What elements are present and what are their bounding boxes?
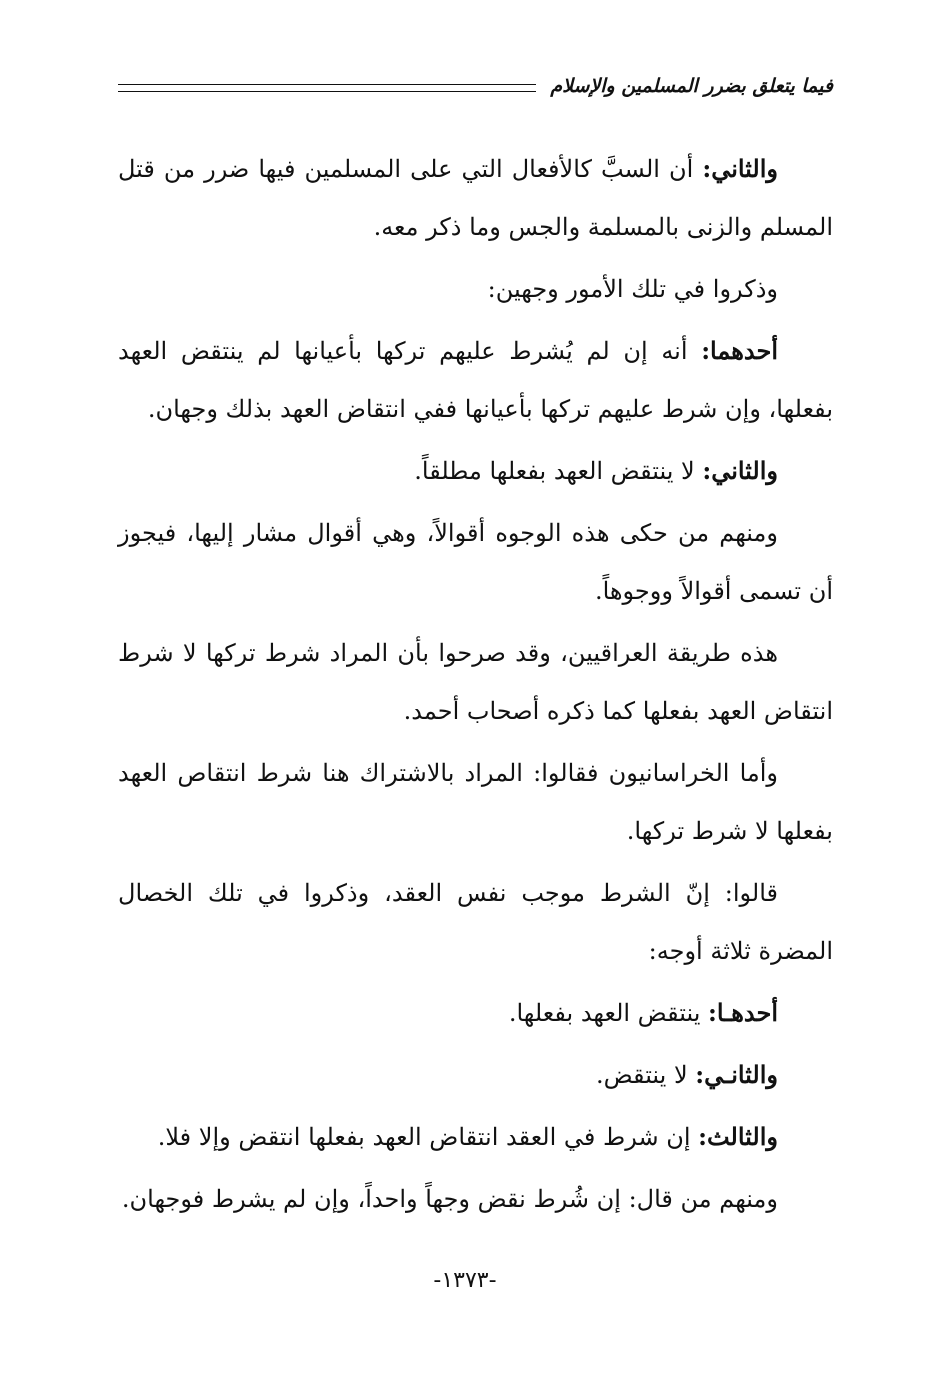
paragraph-text: ومنهم من حكى هذه الوجوه أقوالاً، وهي أقوال مشار إليها، فيجوز أن تسمى أقوالاً ووجوهاً. — [118, 519, 833, 605]
paragraph-lead: والثانـي: — [695, 1060, 778, 1089]
paragraph — [118, 1108, 833, 1166]
paragraph — [118, 322, 833, 438]
paragraph-text: لا ينتقض. — [596, 1061, 696, 1089]
paragraph-text: ينتقض العهد بفعلها. — [508, 999, 709, 1027]
running-header — [118, 66, 833, 106]
header-double-rule — [118, 84, 536, 92]
running-header-title: فيما يتعلق بضرر المسلمين والإسلام — [550, 75, 833, 97]
paragraph — [118, 864, 833, 980]
paragraph — [118, 140, 833, 256]
page-number: -١٣٧٣- — [433, 1268, 497, 1293]
paragraph-lead: أحدهـا: — [708, 998, 778, 1027]
paragraph — [118, 1046, 833, 1104]
paragraph — [118, 504, 833, 620]
paragraph — [118, 984, 833, 1042]
paragraph-lead: والثالث: — [698, 1122, 778, 1151]
paragraph-text: أنه إن لم يُشرط عليهم تركها بأعيانها لم ينتقض العهد بفعلها، وإن شرط عليهم تركها بأعيانها ففي انتقاض العهد بذلك وجهان. — [118, 337, 833, 423]
paragraph-text: هذه طريقة العراقيين، وقد صرحوا بأن المراد شرط تركها لا شرط انتقاض العهد بفعلها كما ذكره أصحاب أحمد. — [118, 639, 833, 725]
paragraph-text: أن السبَّ كالأفعال التي على المسلمين فيها ضرر من قتل المسلم والزنى بالمسلمة والجس وما ذكر معه. — [118, 155, 833, 241]
paragraph-lead: والثاني: — [702, 154, 778, 183]
paragraph — [118, 744, 833, 860]
paragraph-text: قالوا: إنّ الشرط موجب نفس العقد، وذكروا في تلك الخصال المضرة ثلاثة أوجه: — [118, 879, 833, 965]
paragraph-text: ومنهم من قال: إن شُرط نقض وجهاً واحداً، وإن لم يشرط فوجهان. — [121, 1185, 778, 1213]
paragraph — [118, 442, 833, 500]
paragraph-text: وأما الخراسانيون فقالوا: المراد بالاشتراك هنا شرط انتقاص العهد بفعلها لا شرط تركها. — [118, 759, 833, 845]
paragraph — [118, 260, 833, 318]
paragraph-text: لا ينتقض العهد بفعلها مطلقاً. — [414, 457, 703, 485]
body-text — [118, 140, 833, 1232]
paragraph-lead: أحدهما: — [701, 336, 778, 365]
paragraph-lead: والثاني: — [702, 456, 778, 485]
paragraph-text: وذكروا في تلك الأمور وجهين: — [487, 275, 778, 303]
paragraph-text: إن شرط في العقد انتقاض العهد بفعلها انتقض وإلا فلا. — [157, 1123, 699, 1151]
paragraph — [118, 1170, 833, 1228]
paragraph — [118, 624, 833, 740]
